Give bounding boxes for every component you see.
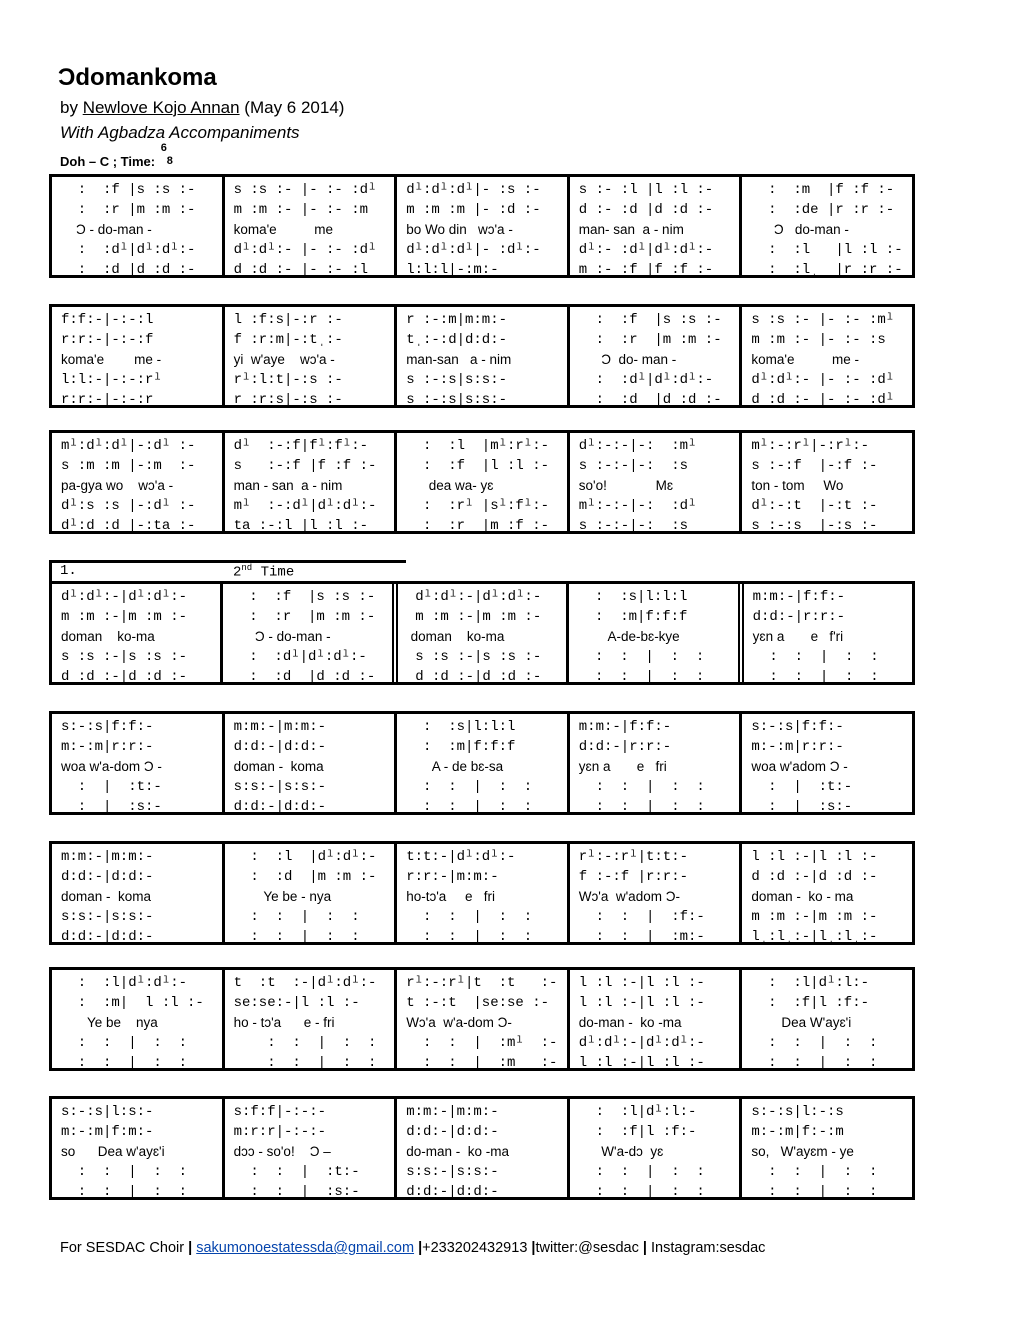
footer-instagram: Instagram:sesdac: [650, 1240, 766, 1256]
solfa-line: : : | :t:-: [233, 1164, 360, 1180]
measure: [570, 844, 743, 942]
solfa-line: d:d:-|d:d:-: [233, 739, 327, 755]
measure: [52, 844, 225, 942]
lyric-line: Ye be - nya: [233, 889, 332, 904]
measure: [570, 433, 743, 531]
lyric-line: ton - tom Wo: [751, 478, 844, 493]
solfa-line: s :-:s|s:s:-: [406, 392, 508, 405]
lyric-line: Dea W'ayɛ'i: [751, 1015, 852, 1030]
lyric-line: doman ko-ma: [406, 629, 505, 644]
measure: [397, 714, 570, 812]
measure: [52, 584, 223, 682]
solfa-line: rˡ:-:rˡ|t:t:-: [578, 849, 688, 865]
solfa-line: rˡ:-:rˡ|t :t :-: [406, 975, 558, 991]
lyric-line: koma'e me -: [61, 352, 162, 367]
solfa-line: m :m :-|m :m :-: [751, 909, 878, 925]
measure: [570, 307, 743, 405]
solfa-line: : : | : :: [406, 779, 533, 795]
solfa-line: s:f:f|-:-:-: [233, 1104, 327, 1120]
solfa-line: : :s|l:l:l: [406, 719, 516, 735]
solfa-line: d:d:-|r:r:-: [578, 739, 672, 755]
lyric-line: bo Wo din wɔ'a -: [406, 222, 513, 237]
solfa-line: ta :-:l |l :l :-: [233, 518, 369, 531]
lyric-line: do-man - ko -ma: [406, 1144, 509, 1159]
solfa-line: dˡ:dˡ:dˡ|- :s :-: [406, 182, 541, 198]
lyric-line: Wɔ'a w'a-dom Ɔ-: [406, 1015, 512, 1030]
solfa-line: : :f|l :f:-: [751, 995, 869, 1011]
measure: [742, 844, 912, 942]
solfa-line: d :d :-|d :d :-: [751, 869, 878, 885]
solfa-line: m:m:-|m:m:-: [233, 719, 327, 735]
solfa-line: d :- :d |d :d :-: [578, 202, 714, 218]
solfa-line: m:r:r|-:-:-: [233, 1124, 327, 1140]
solfa-line: d:d:-|d:d:-: [406, 1184, 499, 1197]
lyric-line: ho-tɔ'a e fri: [406, 889, 496, 904]
solfa-line: t:t:-|dˡ:dˡ:-: [406, 849, 516, 865]
key-signature-line: [60, 142, 173, 169]
time-denominator: 8: [166, 155, 173, 167]
solfa-line: : :m|f:f:f: [406, 739, 516, 755]
solfa-line: : :d |d :d :-: [578, 392, 722, 405]
measure: [397, 177, 570, 275]
solfa-line: r:r:-|m:m:-: [406, 869, 499, 885]
solfa-line: : : | :s:-: [233, 1184, 360, 1197]
solfa-line: m :m :-|m :m :-: [61, 609, 188, 625]
music-system: [49, 841, 915, 945]
solfa-line: d:d:-|d:d:-: [406, 1124, 499, 1140]
footer: For SESDAC Choir | sakumonoestatessda@gmail.com |+233202432913 |twitter:@sesdac | Instagram:sesdac: [60, 1240, 766, 1256]
lyric-line: doman ko-ma: [61, 629, 155, 644]
lyric-line: yɛn a e f'ri: [752, 629, 844, 644]
solfa-line: m :m :- |- :- :m: [233, 202, 369, 218]
solfa-line: mˡ:-:rˡ|-:rˡ:-: [751, 438, 869, 454]
second-time-label: 2nd Time: [233, 563, 295, 581]
solfa-line: : :r |m :m :-: [61, 202, 196, 218]
solfa-line: dˡ:dˡ:- |- :- :dˡ: [233, 242, 377, 258]
measure: [52, 970, 225, 1068]
solfa-line: s :s :- |- :- :dˡ: [233, 182, 377, 198]
solfa-line: : : | : :: [61, 1164, 188, 1180]
solfa-line: : : | :f:-: [578, 909, 705, 925]
solfa-line: : : | : :: [751, 1164, 878, 1180]
solfa-line: dˡ:d :d |-:ta :-: [61, 518, 196, 531]
solfa-line: : :l |mˡ:rˡ:-: [406, 438, 550, 454]
measure: [744, 584, 912, 682]
solfa-line: m :m :-|m :m :-: [406, 609, 542, 625]
solfa-line: dˡ :-:f|fˡ:fˡ:-: [233, 438, 369, 454]
solfa-line: dˡ:dˡ:-|dˡ:dˡ:-: [61, 589, 188, 605]
solfa-line: dˡ:s :s |-:dˡ :-: [61, 498, 196, 514]
solfa-line: : :dˡ|dˡ:dˡ:-: [232, 649, 367, 665]
solfa-line: s:s:-|s:s:-: [406, 1164, 499, 1180]
solfa-line: tˌ:-:d|d:d:-: [406, 332, 508, 348]
measure: [52, 433, 225, 531]
lyric-line: koma'e me: [233, 222, 333, 237]
solfa-line: dˡ:- :dˡ|dˡ:dˡ:-: [578, 242, 714, 258]
measure: [570, 970, 743, 1068]
solfa-line: s:-:s|l:-:s: [751, 1104, 844, 1120]
solfa-line: : :l|dˡ:dˡ:-: [61, 975, 188, 991]
solfa-line: s :s :-|s :s :-: [406, 649, 542, 665]
measure: [742, 1099, 912, 1197]
music-system: [49, 711, 915, 815]
lyric-line: doman - ko - ma: [751, 889, 854, 904]
solfa-line: : :l|dˡ:l:-: [578, 1104, 697, 1120]
solfa-line: : : | : :: [752, 649, 879, 665]
solfa-line: : :d |d :d :-: [61, 262, 196, 275]
lyric-line: doman - koma: [233, 759, 324, 774]
measure: [52, 714, 225, 812]
solfa-line: s :-:-|-: :s: [578, 518, 688, 531]
lyric-line: Ye be nya: [61, 1015, 158, 1030]
measure: [225, 177, 398, 275]
solfa-line: m:-:m|r:r:-: [61, 739, 154, 755]
measure: [569, 584, 743, 682]
lyric-line: pa-gya wo wɔ'a -: [61, 478, 174, 493]
solfa-line: : : | : :: [751, 1055, 878, 1068]
solfa-line: m:m:-|m:m:-: [406, 1104, 499, 1120]
solfa-line: r :r:s|-:s :-: [233, 392, 343, 405]
solfa-line: : :m|f:f:f: [578, 609, 688, 625]
lyric-line: woa w'a-dom Ɔ -: [61, 759, 162, 774]
solfa-line: : : | : :: [578, 779, 705, 795]
solfa-line: mˡ:-:-|-: :dˡ: [578, 498, 697, 514]
solfa-line: : :lˌ |r :r :-: [751, 262, 903, 275]
solfa-line: d :d :- |- :- :l: [233, 262, 369, 275]
solfa-line: : : | : :: [61, 1055, 188, 1068]
solfa-line: : : | : :: [233, 909, 360, 925]
time-signature: [159, 142, 173, 167]
by-prefix: by: [60, 98, 83, 117]
solfa-line: : : | : :: [406, 909, 533, 925]
measure: [742, 714, 912, 812]
solfa-line: m:-:m|f:m:-: [61, 1124, 154, 1140]
solfa-line: r:r:-|-:-:f: [61, 332, 154, 348]
solfa-line: dˡ:-:-|-: :mˡ: [578, 438, 697, 454]
solfa-line: : : | : :: [233, 1055, 377, 1068]
solfa-line: : :dˡ|dˡ:dˡ:-: [578, 372, 714, 388]
solfa-line: : :m |f :f :-: [751, 182, 895, 198]
lyric-line: Ɔ do- man -: [578, 352, 677, 367]
measure: [742, 307, 912, 405]
measure: [225, 307, 398, 405]
solfa-line: m:m:-|f:f:-: [578, 719, 672, 735]
solfa-line: s :-:s|s:s:-: [406, 372, 508, 388]
solfa-line: lˌ:lˌ:-|lˌ:lˌ:-: [751, 929, 878, 942]
measure: [223, 584, 397, 682]
solfa-line: : : | : :: [61, 1035, 188, 1051]
solfa-line: : :r |m :m :-: [578, 332, 722, 348]
solfa-line: : :m| l :l :-: [61, 995, 204, 1011]
solfa-line: f :-:f |r:r:-: [578, 869, 688, 885]
lyric-line: ho - tɔ'a e - fri: [233, 1015, 335, 1030]
solfa-line: : :d |m :m :-: [233, 869, 377, 885]
measure: [225, 433, 398, 531]
first-ending-label: 1.: [60, 563, 77, 579]
lyric-line: woa w'adom Ɔ -: [751, 759, 848, 774]
solfa-line: s :m :m |-:m :-: [61, 458, 196, 474]
music-system: [49, 430, 915, 534]
footer-email-link[interactable]: sakumonoestatessda@gmail.com: [196, 1240, 415, 1256]
solfa-line: : : | : :: [406, 799, 533, 812]
solfa-line: s :-:-|-: :s: [578, 458, 688, 474]
measure: [742, 970, 912, 1068]
measure: [52, 307, 225, 405]
solfa-line: l:l:l|-:m:-: [406, 262, 499, 275]
key-text: Doh – C ; Time:: [60, 154, 156, 169]
music-system: [49, 581, 915, 685]
solfa-line: s :- :l |l :l :-: [578, 182, 714, 198]
solfa-line: s:s:-|s:s:-: [233, 779, 327, 795]
solfa-line: : : | : :: [233, 1035, 377, 1051]
solfa-line: : :f |l :l :-: [406, 458, 550, 474]
solfa-line: : | :s:-: [751, 799, 853, 812]
lyric-line: man - san a - nim: [233, 478, 343, 493]
solfa-line: s :-:f |-:f :-: [751, 458, 878, 474]
solfa-line: : : | : :: [752, 669, 879, 682]
solfa-line: s:s:-|s:s:-: [61, 909, 154, 925]
solfa-line: : :l|dˡ:l:-: [751, 975, 869, 991]
footer-phone: +233202432913: [422, 1240, 528, 1256]
solfa-line: : :f |s :s :-: [61, 182, 196, 198]
byline: [60, 98, 344, 118]
solfa-line: : : | : :: [578, 649, 705, 665]
solfa-line: : : | :m :-: [406, 1055, 558, 1068]
solfa-line: s :-:f |f :f :-: [233, 458, 377, 474]
measure: [742, 177, 912, 275]
lyric-line: dea wa- yɛ: [406, 478, 494, 493]
lyric-line: A-de-bɛ-kye: [578, 629, 680, 644]
solfa-line: m:-:m|f:-:m: [751, 1124, 844, 1140]
solfa-line: m:m:-|m:m:-: [61, 849, 154, 865]
lyric-line: doman - koma: [61, 889, 152, 904]
solfa-line: d :d :- |- :- :dˡ: [751, 392, 895, 405]
lyric-line: A - de bɛ-sa: [406, 759, 504, 774]
measure: [742, 433, 912, 531]
music-system: [49, 1096, 915, 1200]
measure: [398, 584, 569, 682]
measure: [397, 433, 570, 531]
solfa-line: l :l :-|l :l :-: [578, 975, 705, 991]
solfa-line: : :de |r :r :-: [751, 202, 895, 218]
lyric-line: so'o! Mɛ: [578, 478, 674, 493]
solfa-line: mˡ:dˡ:dˡ|-:dˡ :-: [61, 438, 196, 454]
solfa-line: : | :t:-: [61, 779, 162, 795]
solfa-line: : :dˡ|dˡ:dˡ:-: [61, 242, 196, 258]
solfa-line: l :l :-|l :l :-: [751, 849, 878, 865]
solfa-line: se:se:-|l :l :-: [233, 995, 360, 1011]
solfa-line: : : | : :: [578, 799, 705, 812]
music-system: [49, 967, 915, 1071]
lyric-line: do-man - ko -ma: [578, 1015, 682, 1030]
solfa-line: dˡ:dˡ:-|dˡ:dˡ:-: [578, 1035, 705, 1051]
solfa-line: f:f:-|-:-:l: [61, 312, 154, 328]
solfa-line: d :d :-|d :d :-: [406, 669, 542, 682]
lyric-line: man-san a - nim: [406, 352, 512, 367]
subtitle: With Agbadza Accompaniments: [60, 123, 300, 142]
measure: [397, 844, 570, 942]
measure: [397, 307, 570, 405]
lyric-line: W'a-dɔ yɛ: [578, 1144, 664, 1159]
solfa-line: d :d :-|d :d :-: [61, 669, 188, 682]
lyric-line: Ɔ do-man -: [751, 222, 849, 237]
measure: [52, 1099, 225, 1197]
solfa-line: : : | : :: [578, 1184, 705, 1197]
lyric-line: koma'e me -: [751, 352, 859, 367]
measure: [570, 714, 743, 812]
solfa-line: : | :t:-: [751, 779, 853, 795]
solfa-line: : :r |m :m :-: [232, 609, 376, 625]
solfa-line: s :s :- |- :- :mˡ: [751, 312, 895, 328]
solfa-line: m :- :f |f :f :-: [578, 262, 714, 275]
solfa-line: m :m :m |- :d :-: [406, 202, 541, 218]
lyric-line: so Dea w'ayɛ'i: [61, 1144, 165, 1159]
solfa-line: dˡ:dˡ:dˡ|- :dˡ:-: [406, 242, 541, 258]
solfa-line: d:d:-|d:d:-: [233, 799, 327, 812]
footer-choir: For SESDAC Choir: [60, 1240, 185, 1256]
solfa-line: : :l |dˡ:dˡ:-: [233, 849, 377, 865]
solfa-line: : : | : :: [578, 669, 705, 682]
solfa-line: d:d:-|d:d:-: [61, 929, 154, 942]
solfa-line: : : | : :: [578, 1164, 705, 1180]
solfa-line: : | :s:-: [61, 799, 162, 812]
solfa-line: : :f |s :s :-: [578, 312, 722, 328]
measure: [225, 844, 398, 942]
solfa-line: t :t :-|dˡ:dˡ:-: [233, 975, 377, 991]
solfa-line: s:-:s|f:f:-: [751, 719, 844, 735]
solfa-line: s :s :-|s :s :-: [61, 649, 188, 665]
solfa-line: r:r:-|-:-:r: [61, 392, 154, 405]
solfa-line: m:-:m|r:r:-: [751, 739, 844, 755]
solfa-line: m:m:-|f:f:-: [752, 589, 846, 605]
solfa-line: r :-:m|m:m:-: [406, 312, 508, 328]
solfa-line: s :-:s |-:s :-: [751, 518, 878, 531]
solfa-line: l:l:-|-:-:rˡ: [61, 372, 162, 388]
volta-bracket: [49, 560, 406, 563]
lyric-line: yi w'aye wɔ'a -: [233, 352, 335, 367]
composition-date: (May 6 2014): [239, 98, 345, 117]
composer-name: Newlove Kojo Annan: [82, 98, 240, 117]
lyric-line: so, W'ayɛm - ye: [751, 1144, 854, 1159]
solfa-line: l :l :-|l :l :-: [578, 1055, 705, 1068]
solfa-line: : : | : :: [233, 929, 360, 942]
solfa-line: : :d |d :d :-: [232, 669, 376, 682]
solfa-line: t :-:t |se:se :-: [406, 995, 550, 1011]
solfa-line: s:-:s|f:f:-: [61, 719, 154, 735]
solfa-line: : : | : :: [751, 1184, 878, 1197]
solfa-line: : : | :mˡ :-: [406, 1035, 558, 1051]
lyric-line: dɔɔ - so'o! Ɔ –: [233, 1144, 331, 1159]
time-numerator: 6: [160, 142, 167, 154]
page-title: Ɔdomankoma: [58, 64, 217, 91]
lyric-line: Wɔ'a w'adom Ɔ-: [578, 889, 680, 904]
lyric-line: Ɔ - do-man -: [232, 629, 331, 644]
footer-twitter: twitter:@sesdac: [535, 1240, 639, 1256]
measure: [570, 177, 743, 275]
music-system: [49, 304, 915, 408]
solfa-line: dˡ:dˡ:-|dˡ:dˡ:-: [406, 589, 542, 605]
solfa-line: : :f|l :f:-: [578, 1124, 697, 1140]
lyric-line: yɛn a e fri: [578, 759, 667, 774]
measure: [225, 970, 398, 1068]
solfa-line: d:d:-|d:d:-: [61, 869, 154, 885]
solfa-line: dˡ:dˡ:- |- :- :dˡ: [751, 372, 895, 388]
solfa-line: : :l |l :l :-: [751, 242, 903, 258]
solfa-line: : : | : :: [751, 1035, 878, 1051]
solfa-line: dˡ:-:t |-:t :-: [751, 498, 878, 514]
lyric-line: man- san a - nim: [578, 222, 684, 237]
music-system: [49, 174, 915, 278]
measure: [225, 1099, 398, 1197]
solfa-line: : : | :m:-: [578, 929, 705, 942]
solfa-line: l :f:s|-:r :-: [233, 312, 343, 328]
measure: [570, 1099, 743, 1197]
solfa-line: : :f |s :s :-: [232, 589, 376, 605]
solfa-line: m :m :- |- :- :s: [751, 332, 886, 348]
solfa-line: mˡ :-:dˡ|dˡ:dˡ:-: [233, 498, 377, 514]
measure: [397, 1099, 570, 1197]
solfa-line: : :r |m :f :-: [406, 518, 550, 531]
measure: [225, 714, 398, 812]
solfa-line: : :rˡ |sˡ:fˡ:-: [406, 498, 550, 514]
solfa-line: s:-:s|l:s:-: [61, 1104, 154, 1120]
solfa-line: d:d:-|r:r:-: [752, 609, 846, 625]
solfa-line: f :r:m|-:tˌ:-: [233, 332, 343, 348]
measure: [52, 177, 225, 275]
solfa-line: rˡ:l:t|-:s :-: [233, 372, 343, 388]
measure: [397, 970, 570, 1068]
solfa-line: : :s|l:l:l: [578, 589, 688, 605]
lyric-line: Ɔ - do-man -: [61, 222, 152, 237]
solfa-line: l :l :-|l :l :-: [578, 995, 705, 1011]
solfa-line: : : | : :: [61, 1184, 188, 1197]
solfa-line: : : | : :: [406, 929, 533, 942]
